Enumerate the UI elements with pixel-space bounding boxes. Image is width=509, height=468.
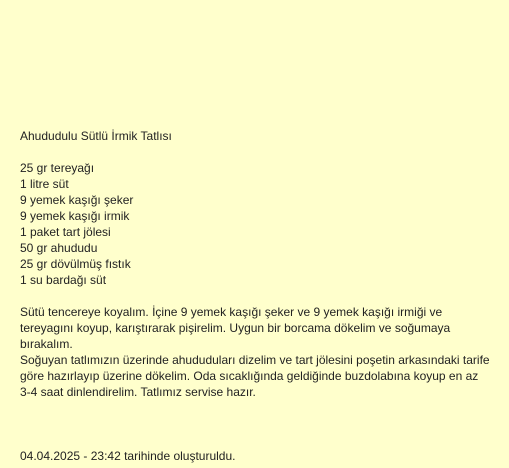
- ingredient-item: 25 gr dövülmüş fıstık: [20, 257, 131, 271]
- ingredient-item: 9 yemek kaşığı irmik: [20, 209, 130, 223]
- created-timestamp: 04.04.2025 - 23:42 tarihinde oluşturuldu.: [20, 449, 236, 463]
- recipe-title: Ahududulu Sütlü İrmik Tatlısı: [20, 129, 172, 143]
- instruction-paragraph: Sütü tencereye koyalım. İçine 9 yemek kaşığı şeker ve 9 yemek kaşığı irmiği ve tereyagını koyup, karıştırarak pişirelim. Uygun bir borcama dökelim ve soğumaya bırakalım.: [20, 305, 451, 351]
- ingredient-item: 1 su bardağı süt: [20, 273, 107, 287]
- ingredient-item: 50 gr ahududu: [20, 241, 98, 255]
- ingredient-list: [20, 160, 490, 288]
- instructions: [20, 304, 490, 400]
- instruction-paragraph: Soğuyan tatlımızın üzerinde ahududuları dizelim ve tart jölesini poşetin arkasındaki tarife göre hazırlayıp üzerine dökelim. Oda sıcaklığında geldiğinde buzdolabına koyup en az 3-4 saat dinlendirelim. Tatlımız servise hazır.: [20, 353, 490, 399]
- ingredient-item: 9 yemek kaşığı şeker: [20, 193, 134, 207]
- ingredient-item: 25 gr tereyağı: [20, 161, 95, 175]
- ingredient-item: 1 paket tart jölesi: [20, 225, 111, 239]
- recipe-document: [20, 128, 490, 400]
- ingredient-item: 1 litre süt: [20, 177, 69, 191]
